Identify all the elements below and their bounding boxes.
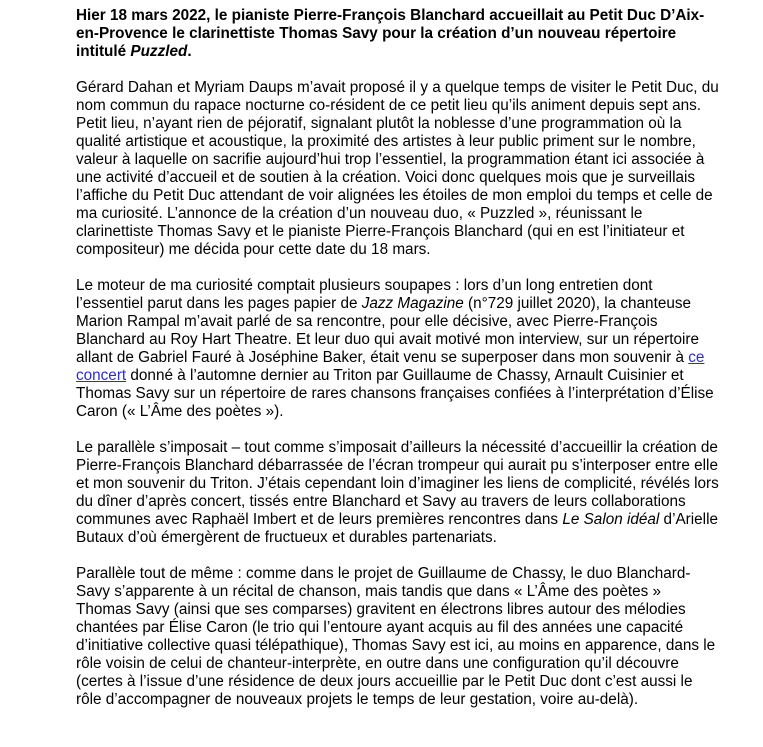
- lead-text: Hier 18 mars 2022, le pianiste Pierre-François Blanchard accueillait au Petit Duc D’Aix-en-Provence le clarinettiste Thomas Savy pour la création d’un nouveau répertoire intitulé: [76, 7, 705, 60]
- magazine-title: Jazz Magazine: [361, 295, 464, 312]
- article-lead: [76, 7, 719, 61]
- concert-link[interactable]: ce concert: [76, 349, 705, 384]
- paragraph-4: Parallèle tout de même : comme dans le projet de Guillaume de Chassy, le duo Blanchard-Savy s’apparente à un récital de chanson, mais tandis que dans « L’Âme des poètes » Thomas Savy (ainsi que ses comparses) gravitent en électrons libres autour des mélodies chantées par Élise Caron (le trio qui l’entoure ayant acquis au fil des années une capacité d’initiative collective quasi télépathique), Thomas Savy est ici, au moins en apparence, dans le rôle voisin de celui de chanteur-interprète, en outre dans une configuration qu’il découvre (certes à l’issue d’une résidence de deux jours accueillie par le Petit Duc dont c’est aussi le rôle d’accompagner de nouveaux projets le temps de leur gestation, voire au-delà).: [76, 565, 716, 708]
- salon-title: Le Salon idéal: [562, 511, 660, 528]
- paragraph-2-text-a: Le moteur de ma curiosité comptait plusieurs soupapes : lors d’un long entretien dont l’essentiel parut dans les pages papier de: [76, 277, 653, 312]
- paragraph-3-text-b: d’Arielle Butaux d’où émergèrent de fructueux et durables partenariats.: [76, 511, 718, 546]
- paragraph-2-text-b: (n°729 juillet 2020), la chanteuse Marion Rampal m’avait parlé de sa rencontre, pour elle décisive, avec Pierre-François Blanchard au Roy Hart Theatre. Et leur duo qui avait motivé mon interview, sur un répertoire allant de Gabriel Fauré à Joséphine Baker, était venu se superposer dans mon souvenir à: [76, 295, 699, 366]
- paragraph-1: Gérard Dahan et Myriam Daups m’avait proposé il y a quelque temps de visiter le Petit Duc, du nom commun du rapace nocturne co-résident de ce petit lieu qu’ils animent depuis sept ans. Petit lieu, n’ayant rien de péjoratif, signalant plutôt la noblesse d’une programmation où la qualité artistique et acoustique, la proximité des artistes à leur public priment sur le nombre, valeur à laquelle on sacrifie aujourd’hui trop l’essentiel, la programmation étant ici associée à une activité d’accueil et de soutien à la création. Voici donc quelques mois que je surveillais l’affiche du Petit Duc attendant de voir alignées les étoiles de mon emploi du temps et celle de ma curiosité. L’annonce de la création d’un nouveau duo, « Puzzled », réunissant le clarinettiste Thomas Savy et le pianiste Pierre-François Blanchard (qui en est l’initiateur et compositeur) me décida pour cette date du 18 mars.: [76, 79, 719, 258]
- lead-title: Puzzled: [130, 43, 188, 60]
- paragraph-3-text-a: Le parallèle s’imposait – tout comme s’imposait d’ailleurs la nécessité d’accueillir la création de Pierre-François Blanchard débarrassée de l’écran trompeur qui aurait pu s’interposer entre elle et mon souvenir du Triton. J’étais cependant loin d’imaginer les liens de complicité, révélés lors du dîner d’après concert, tissés entre Blanchard et Savy au travers de leurs collaborations communes avec Raphaël Imbert et de leurs premières rencontres dans: [76, 439, 719, 528]
- paragraph-3: [76, 439, 719, 547]
- lead-end: .: [187, 43, 192, 60]
- paragraph-2-text-c: donné à l’automne dernier au Triton par Guillaume de Chassy, Arnault Cuisinier et Thomas Savy sur un répertoire de rares chansons françaises confiées à l’interprétation d’Élise Caron (« L’Âme des poètes »).: [76, 367, 714, 420]
- paragraph-2: [76, 277, 719, 421]
